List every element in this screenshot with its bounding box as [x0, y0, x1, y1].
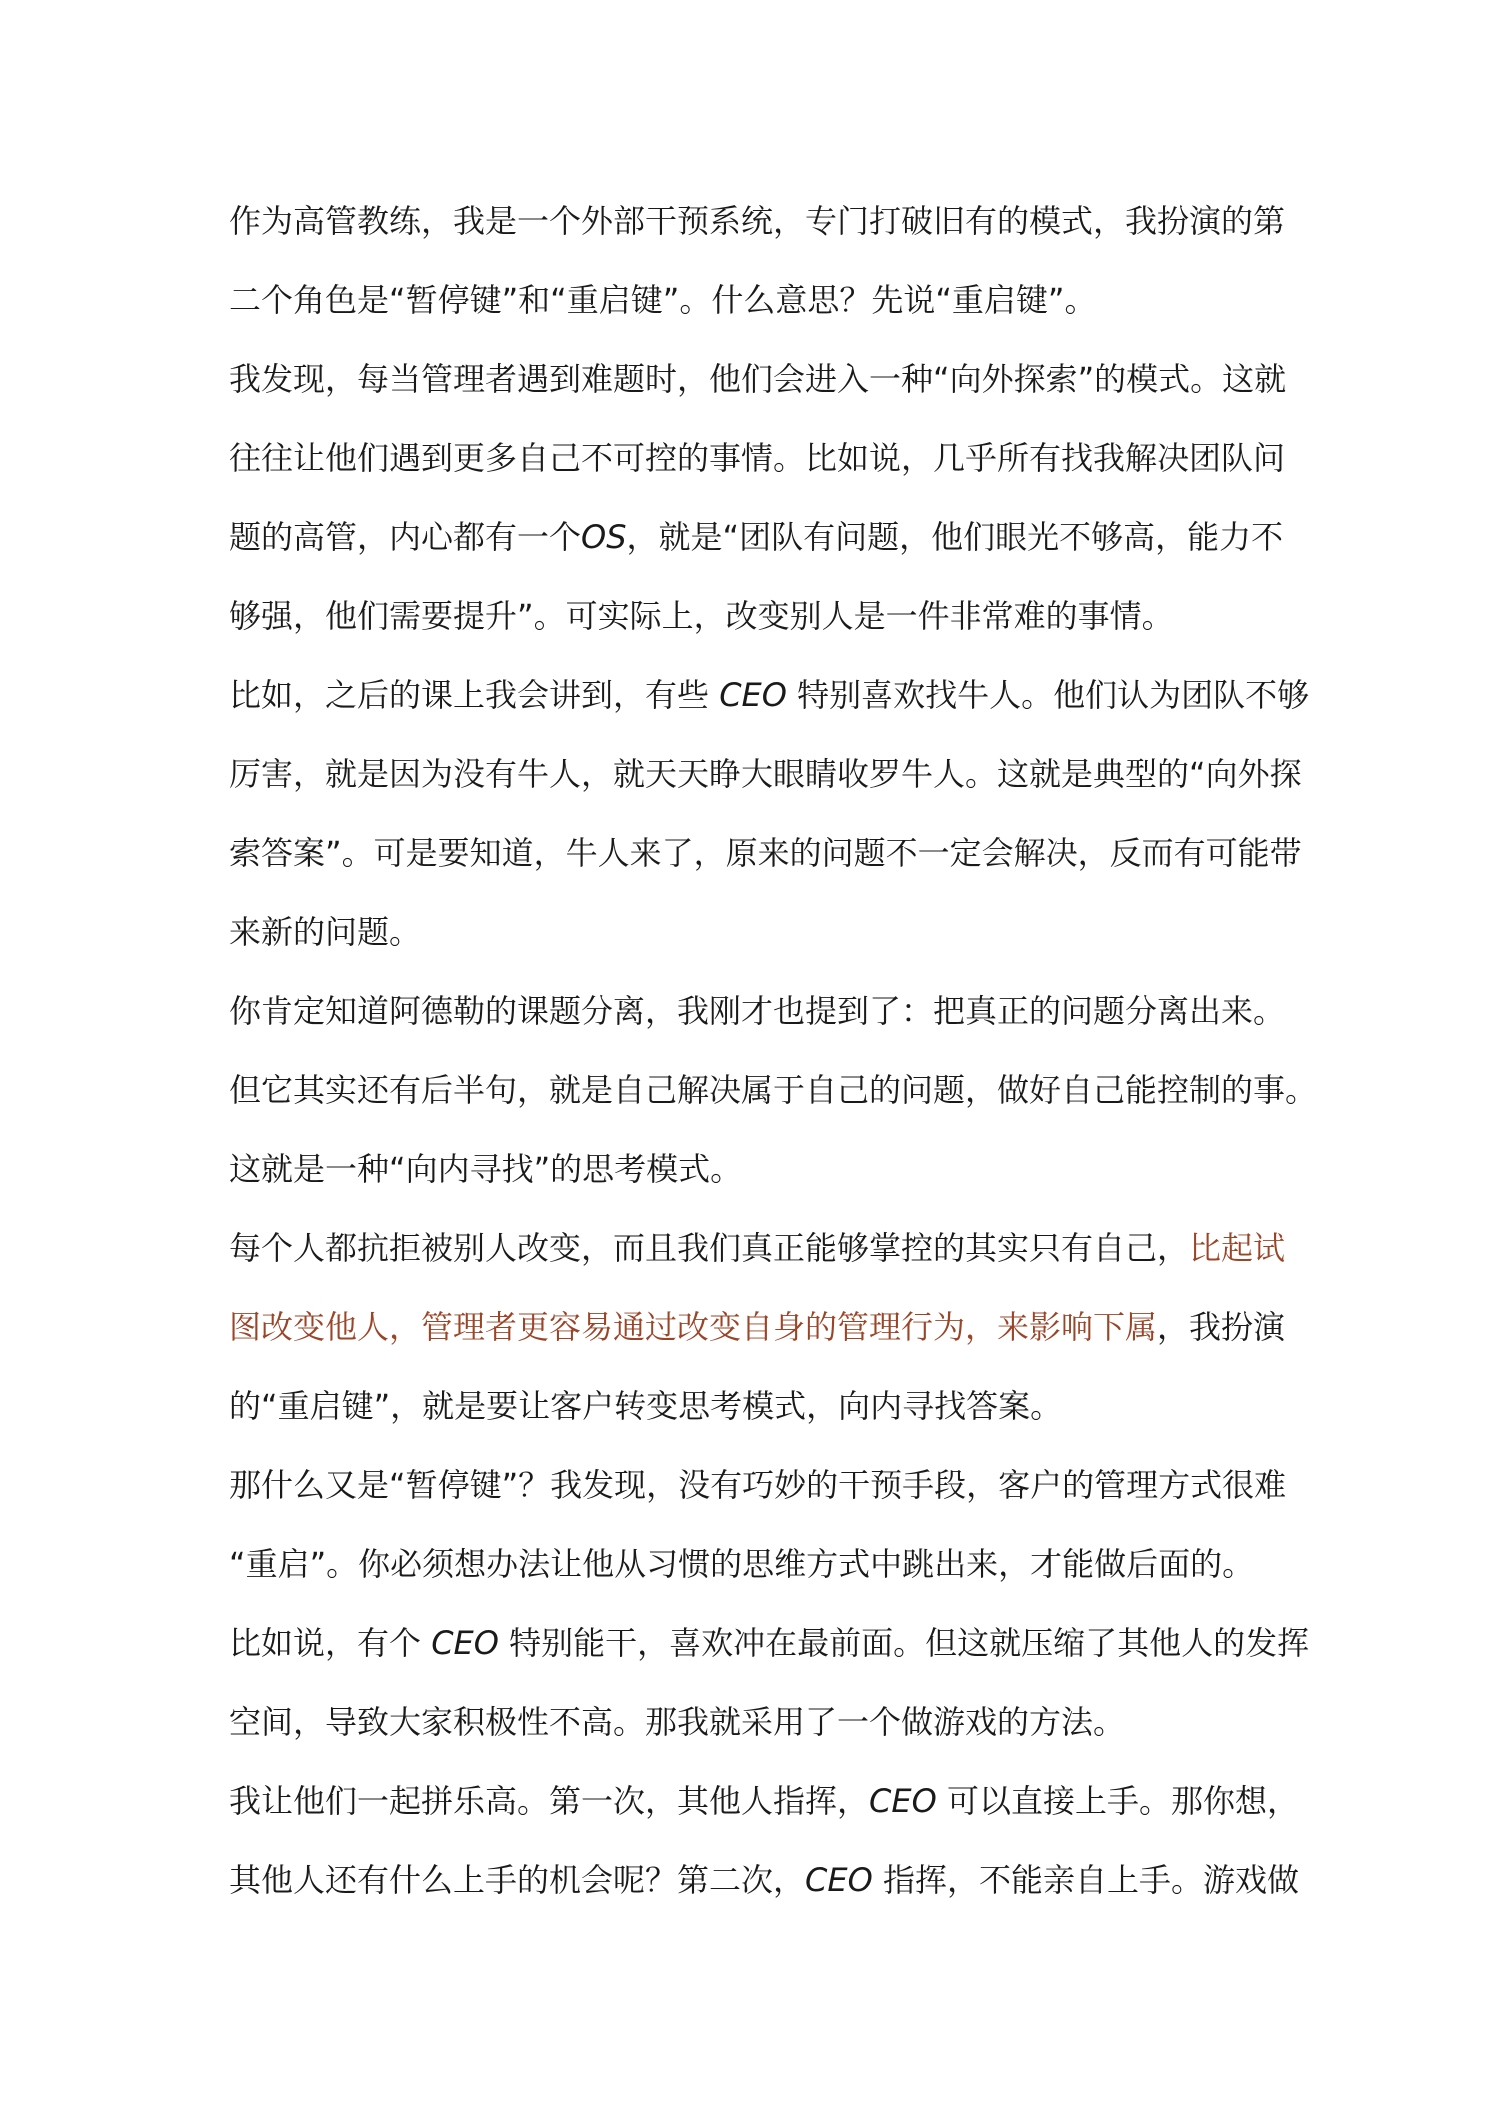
- text-segment: 其他人还有什么上手的机会呢？第二次，: [229, 1861, 806, 1899]
- text-line: [229, 1683, 1283, 1762]
- highlighted-text: 图改变他人，管理者更容易通过改变自身的管理行为，来影响下属: [229, 1308, 1158, 1346]
- text-segment: 特别能干，喜欢冲在最前面。但这就压缩了其他人的发挥: [498, 1624, 1310, 1662]
- text-segment: ，就是“团队有问题，他们眼光不够高，能力不: [626, 518, 1284, 556]
- text-segment: 够强，他们需要提升”。可实际上，改变别人是一件非常难的事情。: [229, 597, 1174, 635]
- text-line: [229, 1288, 1286, 1367]
- text-segment: 可以直接上手。那你想，: [936, 1782, 1299, 1820]
- text-segment: “重启”。你必须想办法让他从习惯的思维方式中跳出来，才能做后面的。: [229, 1545, 1255, 1583]
- text-segment: CEO: [805, 1861, 873, 1899]
- paragraph: [229, 1604, 1310, 1762]
- text-segment: 比如，之后的课上我会讲到，有些: [229, 676, 720, 714]
- text-line: [229, 1604, 1310, 1683]
- text-line: [229, 1209, 1286, 1288]
- text-segment: 你肯定知道阿德勒的课题分离，我刚才也提到了：把真正的问题分离出来。: [229, 992, 1286, 1030]
- text-line: [229, 735, 1302, 814]
- paragraph: [229, 340, 1287, 656]
- text-line: [229, 340, 1287, 419]
- text-line: [229, 577, 1283, 656]
- text-segment: CEO: [431, 1624, 499, 1662]
- text-segment: 特别喜欢找牛人。他们认为团队不够: [786, 676, 1310, 714]
- document-body: [229, 182, 1318, 1920]
- text-segment: 二个角色是“暂停键”和“重启键”。什么意思？先说“重启键”。: [229, 281, 1097, 319]
- text-segment: 指挥，不能亲自上手。游戏做: [872, 1861, 1299, 1899]
- text-segment: 我让他们一起拼乐高。第一次，其他人指挥，: [229, 1782, 870, 1820]
- text-segment: 每个人都抗拒被别人改变，而且我们真正能够掌控的其实只有自己，: [229, 1229, 1190, 1267]
- paragraph: [229, 656, 1310, 972]
- paragraph: [229, 1446, 1287, 1604]
- text-segment: ，我扮演: [1157, 1308, 1286, 1346]
- text-segment: 索答案”。可是要知道，牛人来了，原来的问题不一定会解决，反而有可能带: [229, 834, 1302, 872]
- text-segment: CEO: [719, 676, 787, 714]
- text-segment: 厉害，就是因为没有牛人，就天天睁大眼睛收罗牛人。这就是典型的“向外探: [229, 755, 1302, 793]
- text-line: [229, 1446, 1287, 1525]
- text-segment: 题的高管，内心都有一个: [229, 518, 582, 556]
- text-segment: 比如说，有个: [229, 1624, 432, 1662]
- text-segment: 的“重启键”，就是要让客户转变思考模式，向内寻找答案。: [229, 1387, 1063, 1425]
- text-line: [229, 972, 1286, 1051]
- text-line: [229, 1762, 1299, 1841]
- paragraph: [229, 1762, 1299, 1920]
- paragraph: [229, 182, 1286, 340]
- text-segment: OS: [581, 518, 627, 556]
- text-segment: 我发现，每当管理者遇到难题时，他们会进入一种“向外探索”的模式。这就: [229, 360, 1287, 398]
- text-segment: 但它其实还有后半句，就是自己解决属于自己的问题，做好自己能控制的事。: [229, 1071, 1318, 1109]
- text-segment: CEO: [869, 1782, 937, 1820]
- text-line: [229, 1841, 1299, 1920]
- text-line: [229, 893, 1283, 972]
- text-segment: 作为高管教练，我是一个外部干预系统，专门打破旧有的模式，我扮演的第: [229, 202, 1286, 240]
- text-segment: 往往让他们遇到更多自己不可控的事情。比如说，几乎所有找我解决团队问: [229, 439, 1286, 477]
- text-line: [229, 419, 1286, 498]
- text-line: [229, 1130, 1283, 1209]
- paragraph: [229, 972, 1318, 1209]
- text-segment: 那什么又是“暂停键”？我发现，没有巧妙的干预手段，客户的管理方式很难: [229, 1466, 1287, 1504]
- text-line: [229, 498, 1283, 577]
- text-line: [229, 656, 1310, 735]
- text-line: [229, 1525, 1283, 1604]
- text-line: [229, 1051, 1318, 1130]
- text-line: [229, 1367, 1283, 1446]
- text-line: [229, 261, 1283, 340]
- text-segment: 来新的问题。: [229, 913, 422, 951]
- paragraph: [229, 1209, 1286, 1446]
- text-line: [229, 182, 1286, 261]
- text-line: [229, 814, 1302, 893]
- text-segment: 这就是一种“向内寻找”的思考模式。: [229, 1150, 743, 1188]
- highlighted-text: 比起试: [1189, 1229, 1286, 1267]
- text-segment: 空间，导致大家积极性不高。那我就采用了一个做游戏的方法。: [229, 1703, 1126, 1741]
